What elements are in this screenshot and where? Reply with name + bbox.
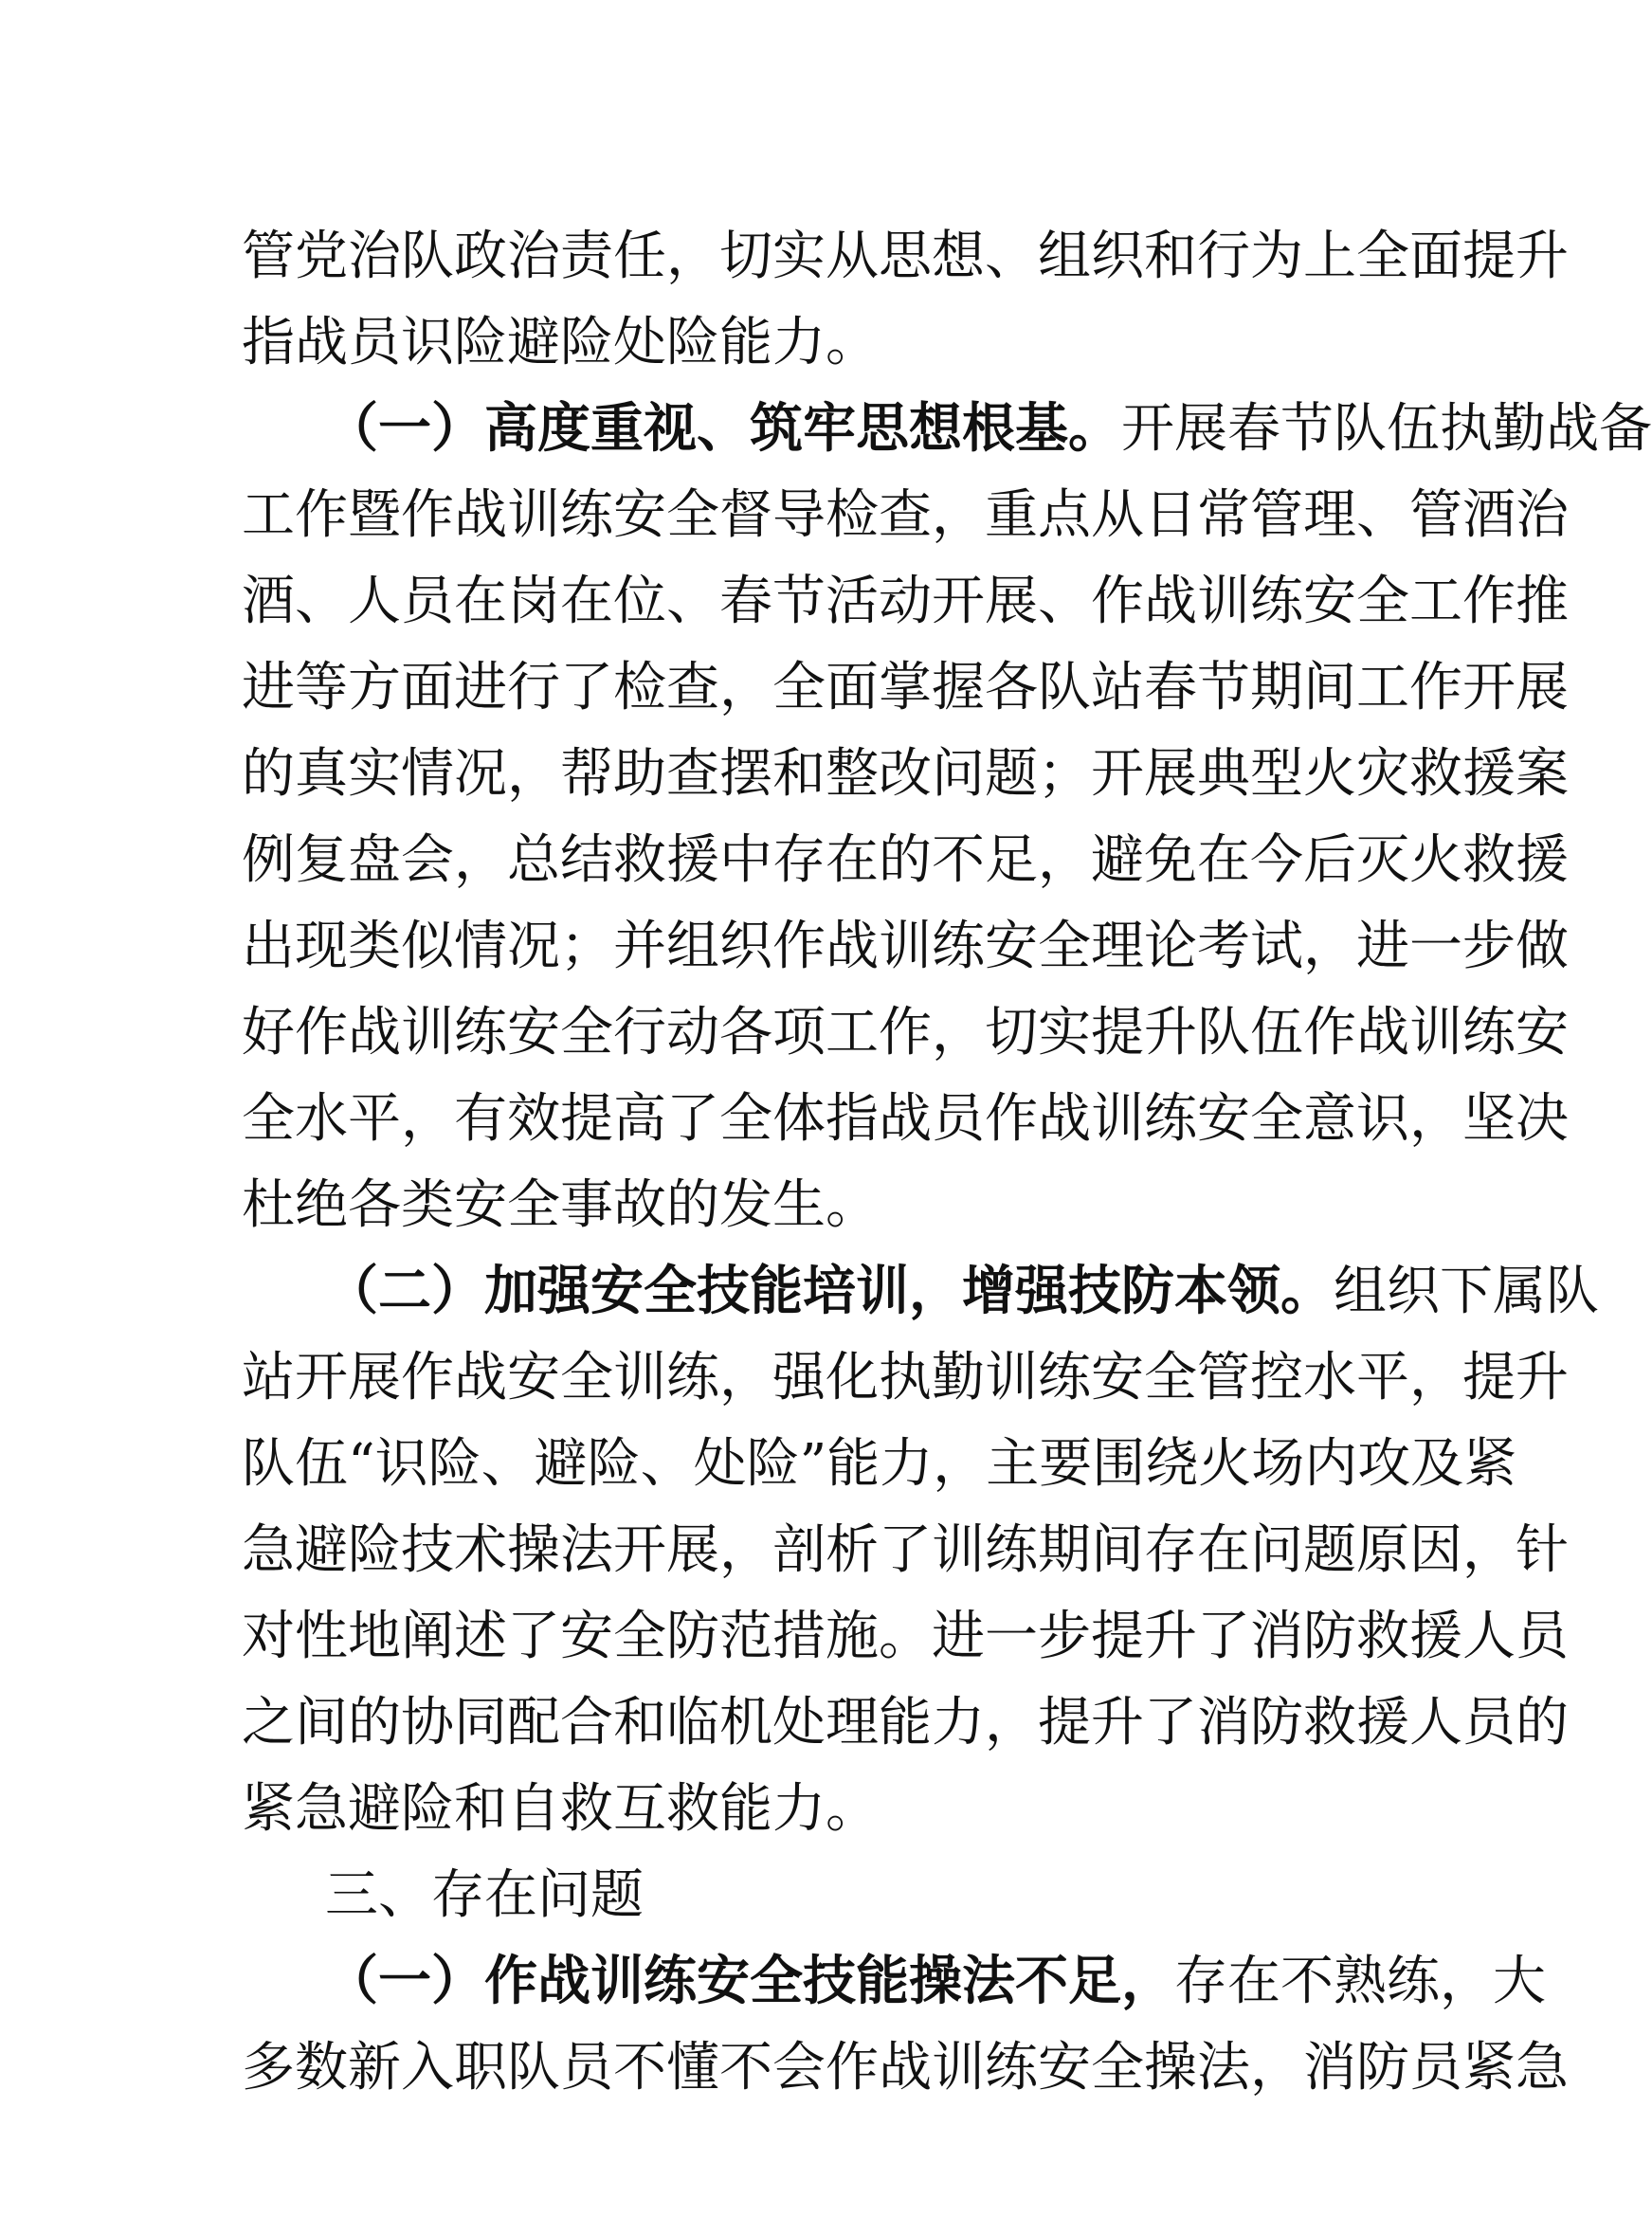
body-text: 存在不熟练，大 <box>1174 1951 1546 2012</box>
body-text: 杜绝各类安全事故的发生。 <box>242 1174 879 1236</box>
body-text: 指战员识险避险处险能力。 <box>242 312 879 373</box>
text-line <box>242 1248 1599 1335</box>
text-line <box>242 645 1569 731</box>
text-line <box>242 1335 1569 1421</box>
subheading-bold-text: （一）高度重视、筑牢思想根基。 <box>325 398 1121 460</box>
body-text: 进等方面进行了检查，全面掌握各队站春节期间工作开展 <box>242 657 1569 718</box>
text-line <box>242 1421 1517 1507</box>
text-line <box>242 1680 1569 1766</box>
body-text: 工作暨作战训练安全督导检查，重点从日常管理、管酒治 <box>242 484 1569 546</box>
body-text: 的真实情况，帮助查摆和整改问题；开展典型火灾救援案 <box>242 743 1569 805</box>
text-line <box>242 2025 1569 2111</box>
text-line <box>242 386 1652 472</box>
text-line <box>242 558 1569 645</box>
body-text: 例复盘会，总结救援中存在的不足，避免在今后灭火救援 <box>242 829 1569 891</box>
body-text: 全水平，有效提高了全体指战员作战训练安全意识，坚决 <box>242 1088 1569 1150</box>
body-text: 对性地阐述了安全防范措施。进一步提升了消防救援人员 <box>242 1606 1569 1667</box>
text-line <box>242 1076 1569 1162</box>
body-text: 酒、人员在岗在位、春节活动开展、作战训练安全工作推 <box>242 571 1569 632</box>
text-line <box>242 1938 1546 2025</box>
body-text: 站开展作战安全训练，强化执勤训练安全管控水平，提升 <box>242 1347 1569 1408</box>
body-text: 出现类似情况；并组织作战训练安全理论考试，进一步做 <box>242 916 1569 977</box>
body-text: 组织下属队 <box>1334 1261 1599 1322</box>
text-line <box>242 990 1569 1076</box>
body-text: 好作战训练安全行动各项工作，切实提升队伍作战训练安 <box>242 1002 1569 1063</box>
text-line <box>242 1766 1332 1852</box>
body-text: 队伍“识险、避险、处险”能力，主要围绕火场内攻及紧 <box>242 1433 1517 1495</box>
document-body <box>242 213 1652 2111</box>
body-text: 管党治队政治责任，切实从思想、组织和行为上全面提升 <box>242 226 1569 287</box>
text-line <box>242 903 1569 990</box>
body-text: 多数新入职队员不懂不会作战训练安全操法，消防员紧急 <box>242 2037 1569 2099</box>
subheading-bold-text: （二）加强安全技能培训，增强技防本领。 <box>325 1261 1334 1322</box>
text-line <box>242 472 1569 558</box>
text-line <box>242 731 1569 817</box>
text-line <box>242 1507 1569 1593</box>
subheading-bold-text: （一）作战训练安全技能操法不足， <box>325 1951 1174 2012</box>
text-line <box>242 1162 1332 1248</box>
body-text: 之间的协同配合和临机处理能力，提升了消防救援人员的 <box>242 1692 1569 1754</box>
section-heading <box>242 1852 1332 1938</box>
body-text: 开展春节队伍执勤战备 <box>1121 398 1652 460</box>
heading-text: 三、存在问题 <box>325 1864 644 1926</box>
text-line <box>242 300 1332 386</box>
text-line <box>242 1593 1569 1680</box>
text-line <box>242 817 1569 903</box>
body-text: 急避险技术操法开展，剖析了训练期间存在问题原因，针 <box>242 1519 1569 1581</box>
text-line <box>242 213 1569 300</box>
body-text: 紧急避险和自救互救能力。 <box>242 1778 879 1840</box>
